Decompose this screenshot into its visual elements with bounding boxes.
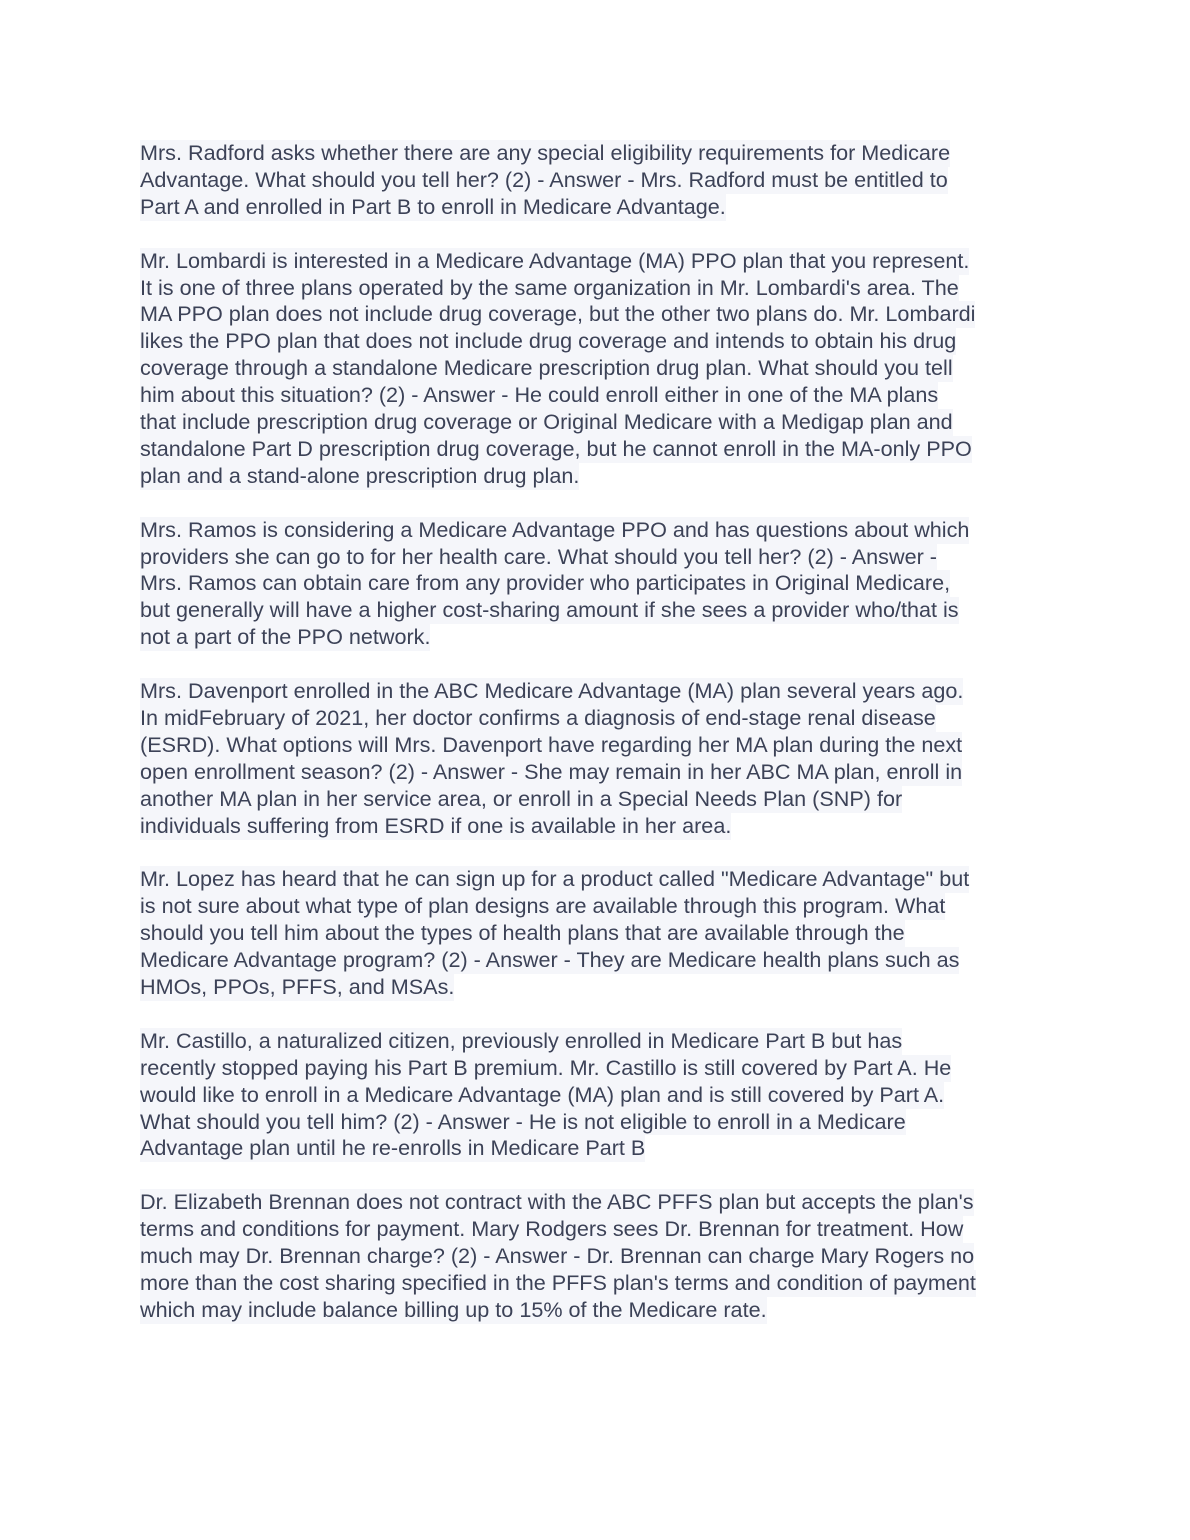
text-line: Mrs. Ramos can obtain care from any provider who participates in Original Medicare, <box>140 570 951 596</box>
text-line: Advantage. What should you tell her? (2) - Answer - Mrs. Radford must be entitled to <box>140 166 948 192</box>
text-line: standalone Part D prescription drug coverage, but he cannot enroll in the MA-only PPO <box>140 435 972 461</box>
text-line: which may include balance billing up to 15% of the Medicare rate. <box>140 1296 767 1322</box>
text-line: another MA plan in her service area, or enroll in a Special Needs Plan (SNP) for <box>140 785 903 811</box>
text-line: more than the cost sharing specified in the PFFS plan's terms and condition of payment <box>140 1269 976 1295</box>
text-line: would like to enroll in a Medicare Advantage (MA) plan and is still covered by Part A. <box>140 1081 945 1107</box>
text-line: open enrollment season? (2) - Answer - She may remain in her ABC MA plan, enroll in <box>140 758 963 784</box>
text-line: Advantage plan until he re-enrolls in Medicare Part B <box>140 1135 646 1161</box>
qa-paragraph-davenport <box>140 678 1050 839</box>
document-page <box>140 140 1050 1351</box>
text-line: Mrs. Davenport enrolled in the ABC Medicare Advantage (MA) plan several years ago. <box>140 678 964 704</box>
text-line: HMOs, PPOs, PFFS, and MSAs. <box>140 974 455 1000</box>
text-line: recently stopped paying his Part B premium. Mr. Castillo is still covered by Part A. He <box>140 1054 952 1080</box>
qa-paragraph-lombardi <box>140 248 1050 490</box>
text-line: (ESRD). What options will Mrs. Davenport have regarding her MA plan during the next <box>140 731 963 757</box>
text-line: Mrs. Ramos is considering a Medicare Advantage PPO and has questions about which <box>140 516 970 542</box>
text-line: is not sure about what type of plan designs are available through this program. What <box>140 893 946 919</box>
text-line: providers she can go to for her health care. What should you tell her? (2) - Answer - <box>140 543 937 569</box>
text-line: Mr. Castillo, a naturalized citizen, previously enrolled in Medicare Part B but has <box>140 1027 903 1053</box>
text-line: Mr. Lombardi is interested in a Medicare Advantage (MA) PPO plan that you represent. <box>140 247 970 273</box>
text-line: plan and a stand-alone prescription drug plan. <box>140 462 580 488</box>
text-line: Mr. Lopez has heard that he can sign up for a product called "Medicare Advantage" but <box>140 866 970 892</box>
text-line: Medicare Advantage program? (2) - Answer - They are Medicare health plans such as <box>140 947 960 973</box>
text-line: that include prescription drug coverage or Original Medicare with a Medigap plan and <box>140 409 953 435</box>
text-line: coverage through a standalone Medicare prescription drug plan. What should you tell <box>140 355 953 381</box>
text-line: It is one of three plans operated by the same organization in Mr. Lombardi's area. The <box>140 274 959 300</box>
qa-paragraph-castillo <box>140 1028 1050 1163</box>
text-line: What should you tell him? (2) - Answer - He is not eligible to enroll in a Medicare <box>140 1108 906 1134</box>
qa-paragraph-ramos <box>140 517 1050 652</box>
text-line: individuals suffering from ESRD if one is available in her area. <box>140 812 732 838</box>
qa-paragraph-radford <box>140 140 1050 221</box>
text-line: terms and conditions for payment. Mary Rodgers sees Dr. Brennan for treatment. How <box>140 1216 964 1242</box>
text-line: Part A and enrolled in Part B to enroll in Medicare Advantage. <box>140 193 726 219</box>
text-line: Mrs. Radford asks whether there are any special eligibility requirements for Medicare <box>140 140 951 165</box>
text-line: not a part of the PPO network. <box>140 624 431 650</box>
text-line: Dr. Elizabeth Brennan does not contract with the ABC PFFS plan but accepts the plan's <box>140 1189 974 1215</box>
qa-paragraph-lopez <box>140 866 1050 1001</box>
text-line: much may Dr. Brennan charge? (2) - Answer - Dr. Brennan can charge Mary Rogers no <box>140 1243 975 1269</box>
qa-paragraph-brennan <box>140 1189 1050 1324</box>
text-line: should you tell him about the types of health plans that are available through the <box>140 920 905 946</box>
text-line: likes the PPO plan that does not include drug coverage and intends to obtain his drug <box>140 328 957 354</box>
text-line: In midFebruary of 2021, her doctor confirms a diagnosis of end-stage renal disease <box>140 704 936 730</box>
text-line: but generally will have a higher cost-sharing amount if she sees a provider who/that is <box>140 597 959 623</box>
text-line: him about this situation? (2) - Answer - He could enroll either in one of the MA plans <box>140 382 939 408</box>
text-line: MA PPO plan does not include drug coverage, but the other two plans do. Mr. Lombardi <box>140 301 976 327</box>
